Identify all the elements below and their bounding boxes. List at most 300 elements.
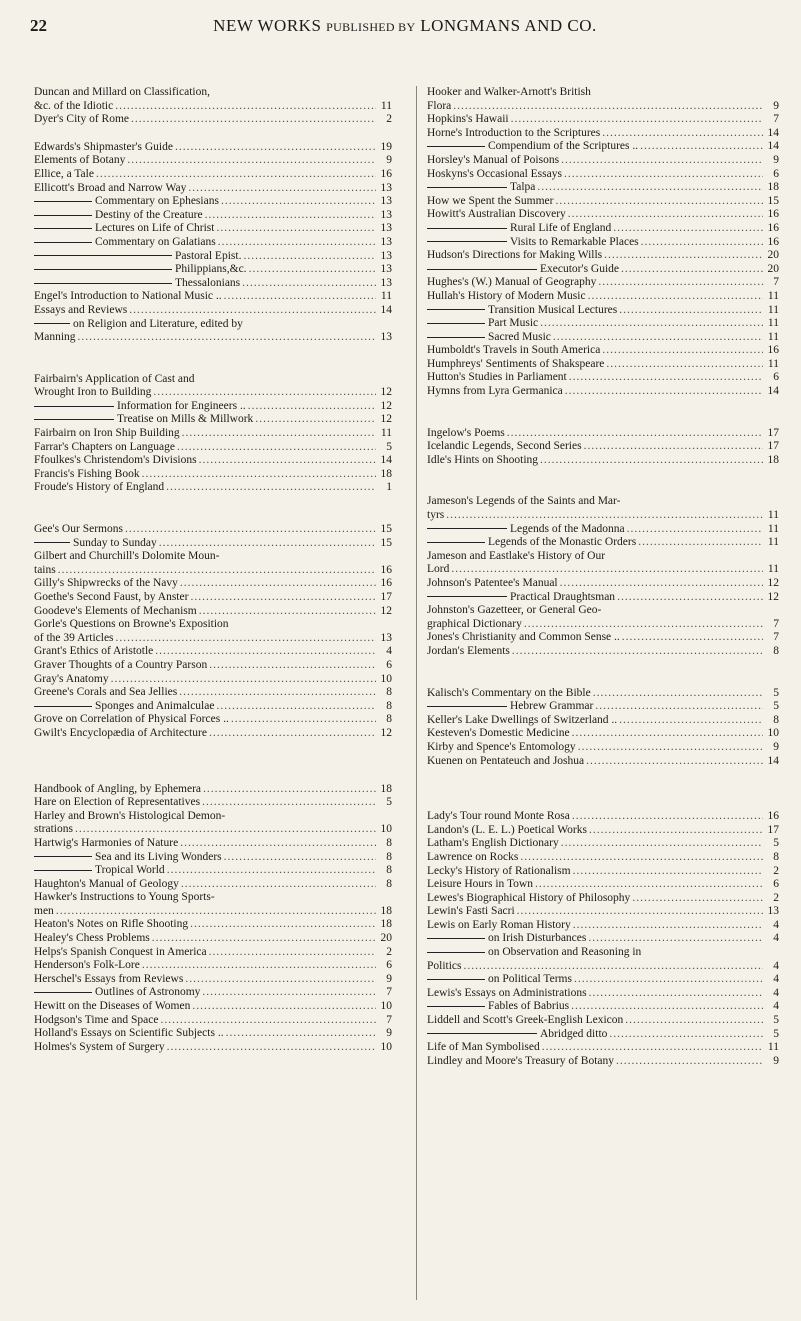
leader-dots: [166, 481, 376, 495]
entry-title: Fairbairn on Iron Ship Building: [34, 427, 180, 440]
entry-page-number: 4: [773, 986, 779, 999]
entry-page-number: 18: [380, 782, 392, 795]
catalogue-entry: [427, 973, 779, 987]
entry-gap: [34, 769, 392, 783]
catalogue-entry: [34, 195, 392, 209]
entry-title: men: [34, 904, 54, 917]
leader-dots: [617, 591, 763, 605]
leader-dots: [517, 905, 763, 919]
catalogue-entry: [427, 154, 779, 168]
catalogue-entry: [34, 632, 392, 646]
entry-page-number: 9: [773, 153, 779, 166]
catalogue-entry: [427, 946, 779, 960]
catalogue-entry: [34, 86, 392, 100]
entry-page-number: 14: [767, 126, 779, 139]
leader-dots: [640, 140, 763, 154]
entry-page-number: 8: [386, 877, 392, 890]
catalogue-entry: [34, 932, 392, 946]
catalogue-entry: [34, 141, 392, 155]
leader-dots: [192, 1000, 376, 1014]
catalogue-entry: [427, 427, 779, 441]
entry-title: Keller's Lake Dwellings of Switzerland ..: [427, 713, 618, 726]
entry-page-number: 17: [767, 426, 779, 439]
entry-title: Gilly's Shipwrecks of the Navy: [34, 577, 178, 590]
leader-dots: [221, 195, 376, 209]
running-head: [30, 16, 780, 36]
leader-dots: [638, 536, 763, 550]
entry-title: Commentary on Ephesians: [34, 195, 219, 209]
leader-dots: [621, 263, 763, 277]
leader-dots: [511, 113, 763, 127]
entry-page-number: 11: [767, 289, 779, 302]
leader-dots: [216, 222, 376, 236]
catalogue-entry: [34, 250, 392, 264]
leader-dots: [507, 427, 763, 441]
entry-page-number: 5: [386, 796, 392, 809]
entry-title: Information for Engineers ..: [34, 400, 246, 414]
catalogue-entry: [34, 851, 392, 865]
entry-title: Latham's English Dictionary: [427, 837, 559, 850]
catalogue-entry: [34, 263, 392, 277]
entry-page-number: 11: [380, 290, 392, 303]
catalogue-entry: [427, 919, 779, 933]
leader-dots: [203, 783, 376, 797]
catalogue-entry: [427, 591, 779, 605]
entry-title: Hutton's Studies in Parliament: [427, 371, 567, 384]
entry-page-number: 13: [380, 276, 392, 289]
entry-title: Gray's Anatomy: [34, 672, 109, 685]
entry-title: of the 39 Articles: [34, 631, 114, 644]
entry-page-number: 11: [380, 99, 392, 112]
leader-dots: [75, 823, 376, 837]
entry-title: Legends of the Madonna: [427, 523, 625, 537]
entry-title: Life of Man Symbolised: [427, 1041, 540, 1054]
catalogue-entry: [34, 154, 392, 168]
entry-page-number: 13: [380, 195, 392, 208]
entry-page-number: 2: [386, 113, 392, 126]
leader-dots: [574, 973, 763, 987]
entry-page-number: 4: [773, 918, 779, 931]
leader-dots: [560, 577, 763, 591]
catalogue-entry: [427, 276, 779, 290]
catalogue-entry: [427, 236, 779, 250]
entry-title: Elements of Botany: [34, 154, 126, 167]
entry-title: How we Spent the Summer: [427, 194, 554, 207]
entry-title: Politics: [427, 959, 462, 972]
catalogue-entry: [34, 891, 392, 905]
entry-title: Francis's Fishing Book: [34, 467, 140, 480]
entry-title: tains: [34, 563, 56, 576]
entry-title: Talpa: [427, 181, 535, 195]
entry-page-number: 11: [767, 357, 779, 370]
leader-dots: [129, 304, 376, 318]
leader-dots: [190, 918, 376, 932]
entry-page-number: 13: [380, 208, 392, 221]
entry-page-number: 7: [386, 1013, 392, 1026]
leader-dots: [604, 249, 763, 263]
catalogue-entry: [34, 304, 392, 318]
entry-title: Hooker and Walker-Arnott's British: [427, 86, 591, 98]
leader-dots: [602, 344, 763, 358]
catalogue-entry: [34, 386, 392, 400]
entry-gap: [34, 359, 392, 373]
entry-page-number: 6: [386, 959, 392, 972]
entry-page-number: 8: [386, 864, 392, 877]
catalogue-entry: [34, 973, 392, 987]
entry-page-number: 11: [767, 509, 779, 522]
leader-dots: [619, 714, 763, 728]
entry-page-number: 11: [767, 303, 779, 316]
catalogue-entry: [34, 441, 392, 455]
entry-gap: [427, 782, 779, 796]
entry-title: Hodgson's Time and Space: [34, 1013, 159, 1026]
entry-title: Sacred Music: [427, 331, 551, 345]
entry-page-number: 9: [773, 1054, 779, 1067]
entry-title: Destiny of the Creature: [34, 209, 203, 223]
entry-title: Hudson's Directions for Making Wills: [427, 249, 603, 262]
entry-page-number: 12: [767, 590, 779, 603]
catalogue-entry: [34, 605, 392, 619]
leader-dots: [561, 837, 763, 851]
entry-page-number: 8: [386, 699, 392, 712]
entry-page-number: 8: [386, 836, 392, 849]
leader-dots: [586, 755, 763, 769]
catalogue-entry: [34, 277, 392, 291]
entry-page-number: 7: [386, 986, 392, 999]
entry-title: Hullah's History of Modern Music: [427, 289, 586, 302]
catalogue-entry: [427, 113, 779, 127]
leader-dots: [58, 564, 376, 578]
catalogue-entry: [34, 290, 392, 304]
catalogue-entry: [34, 209, 392, 223]
leader-dots: [589, 824, 763, 838]
entry-page-number: 18: [767, 453, 779, 466]
leader-dots: [199, 605, 376, 619]
leader-dots: [182, 427, 376, 441]
entry-page-number: 10: [767, 727, 779, 740]
entry-title: Sponges and Animalculae: [34, 700, 214, 714]
catalogue-entry: [34, 796, 392, 810]
entry-title: Sunday to Sunday: [34, 537, 157, 551]
catalogue-entry: [427, 550, 779, 564]
entry-title: Ingelow's Poems: [427, 426, 505, 439]
leader-dots: [602, 127, 763, 141]
catalogue-entry: [427, 631, 779, 645]
entry-page-number: 13: [380, 181, 392, 194]
entry-page-number: 6: [773, 878, 779, 891]
catalogue-entry: [427, 385, 779, 399]
entry-title: Icelandic Legends, Second Series: [427, 440, 582, 453]
catalogue-entry: [34, 673, 392, 687]
entry-title: Flora: [427, 99, 452, 112]
leader-dots: [540, 317, 763, 331]
leader-dots: [632, 892, 763, 906]
entry-title: Farrar's Chapters on Language: [34, 440, 175, 453]
entry-title: Wrought Iron to Building: [34, 386, 152, 399]
leader-dots: [224, 290, 376, 304]
entry-page-number: 4: [773, 973, 779, 986]
entry-title: Harley and Brown's Histological Demon-: [34, 809, 226, 822]
entry-title: Lewis's Essays on Administrations: [427, 986, 587, 999]
leader-dots: [584, 440, 763, 454]
entry-page-number: 8: [773, 850, 779, 863]
entry-page-number: 13: [380, 331, 392, 344]
catalogue-entry: [427, 618, 779, 632]
catalogue-entry: [34, 864, 392, 878]
leader-dots: [181, 878, 376, 892]
entry-page-number: 2: [773, 891, 779, 904]
catalogue-entry: [427, 645, 779, 659]
entry-title: Pastoral Epist.: [34, 250, 241, 264]
entry-page-number: 4: [773, 959, 779, 972]
entry-title: Legends of the Monastic Orders: [427, 536, 636, 550]
entry-page-number: 16: [767, 235, 779, 248]
entry-title: tyrs: [427, 509, 445, 522]
entry-title: Froude's History of England: [34, 481, 165, 494]
entry-title: Lawrence on Rocks: [427, 850, 519, 863]
leader-dots: [622, 631, 763, 645]
leader-dots: [242, 277, 376, 291]
leader-dots: [218, 236, 376, 250]
entry-page-number: 12: [380, 413, 392, 426]
entry-page-number: 14: [767, 754, 779, 767]
entry-page-number: 17: [767, 440, 779, 453]
catalogue-entry: [34, 236, 392, 250]
entry-title: Rural Life of England: [427, 222, 611, 236]
catalogue-entry: [427, 168, 779, 182]
entry-title: &c. of the Idiotic: [34, 99, 114, 112]
leader-dots: [564, 168, 763, 182]
catalogue-entry: [427, 1014, 779, 1028]
entry-title: Humphreys' Sentiments of Shakspeare: [427, 357, 605, 370]
leader-dots: [179, 686, 376, 700]
catalogue-entry: [427, 577, 779, 591]
catalogue-entry: [427, 290, 779, 304]
catalogue-entry: [427, 140, 779, 154]
catalogue-entry: [427, 509, 779, 523]
entry-page-number: 18: [767, 181, 779, 194]
entry-title: Gorle's Questions on Browne's Exposition: [34, 618, 229, 631]
leader-dots: [512, 645, 763, 659]
leader-dots: [453, 100, 763, 114]
entry-title: Engel's Introduction to National Music ..: [34, 290, 222, 303]
leader-dots: [248, 400, 376, 414]
leader-dots: [185, 973, 376, 987]
entry-page-number: 15: [767, 194, 779, 207]
entry-title: Hewitt on the Diseases of Women: [34, 1000, 191, 1013]
running-head-main: NEW WORKS: [213, 16, 322, 35]
entry-title: Heaton's Notes on Rifle Shooting: [34, 918, 189, 931]
entry-title: Haughton's Manual of Geology: [34, 877, 179, 890]
leader-dots: [598, 276, 763, 290]
catalogue-entry: [427, 440, 779, 454]
catalogue-entry: [34, 645, 392, 659]
entry-title: Sea and its Living Wonders: [34, 851, 222, 865]
catalogue-entry: [427, 960, 779, 974]
leader-dots: [202, 796, 376, 810]
catalogue-entry: [427, 892, 779, 906]
leader-dots: [555, 195, 763, 209]
entry-page-number: 5: [773, 1014, 779, 1027]
leader-dots: [167, 864, 376, 878]
entry-page-number: 20: [767, 249, 779, 262]
entry-title: Thessalonians: [34, 277, 240, 291]
entry-gap: [427, 467, 779, 481]
entry-title: on Political Terms: [427, 973, 572, 987]
catalogue-entry: [34, 959, 392, 973]
entry-title: Horne's Introduction to the Scriptures: [427, 126, 601, 139]
entry-gap: [34, 495, 392, 509]
entry-page-number: 8: [386, 850, 392, 863]
entry-title: Jameson's Legends of the Saints and Mar-: [427, 495, 621, 508]
entry-gap: [427, 413, 779, 427]
leader-dots: [111, 673, 376, 687]
leader-dots: [593, 687, 763, 701]
entry-page-number: 9: [773, 99, 779, 112]
entry-title: Jameson and Eastlake's History of Our: [427, 549, 606, 562]
entry-page-number: 10: [380, 1000, 392, 1013]
entry-title: Idle's Hints on Shooting: [427, 453, 539, 466]
entry-title: Transition Musical Lectures: [427, 304, 617, 318]
leader-dots: [565, 385, 763, 399]
catalogue-entry: [34, 837, 392, 851]
entry-title: Humboldt's Travels in South America: [427, 344, 601, 357]
leader-dots: [609, 1028, 763, 1042]
entry-page-number: 14: [767, 385, 779, 398]
catalogue-entry: [34, 427, 392, 441]
catalogue-entry: [34, 373, 392, 387]
leader-dots: [202, 986, 376, 1000]
catalogue-entry: [427, 755, 779, 769]
entry-page-number: 13: [767, 905, 779, 918]
catalogue-entry: [427, 700, 779, 714]
entry-title: Goodeve's Elements of Mechanism: [34, 604, 197, 617]
entry-title: Ffoulkes's Christendom's Divisions: [34, 454, 197, 467]
entry-title: Philippians,&c.: [34, 263, 247, 277]
entry-title: Grant's Ethics of Aristotle: [34, 645, 154, 658]
catalogue-entry: [427, 851, 779, 865]
entry-page-number: 13: [380, 631, 392, 644]
catalogue-entry: [427, 208, 779, 222]
entry-page-number: 8: [773, 644, 779, 657]
entry-page-number: 13: [380, 222, 392, 235]
leader-dots: [78, 331, 376, 345]
entry-gap: [34, 345, 392, 359]
entry-title: Hare on Election of Representatives: [34, 796, 201, 809]
entry-title: Hymns from Lyra Germanica: [427, 385, 563, 398]
entry-title: Jordan's Elements: [427, 644, 510, 657]
entry-title: Hartwig's Harmonies of Nature: [34, 836, 179, 849]
leader-dots: [243, 250, 376, 264]
entry-page-number: 4: [386, 645, 392, 658]
leader-dots: [464, 960, 763, 974]
running-head-end: LONGMANS AND CO.: [420, 16, 597, 35]
leader-dots: [571, 1000, 763, 1014]
entry-page-number: 16: [380, 563, 392, 576]
leader-dots: [96, 168, 376, 182]
catalogue-entry: [34, 823, 392, 837]
entry-page-number: 1: [386, 481, 392, 494]
entry-title: Fairbairn's Application of Cast and: [34, 372, 195, 385]
entry-page-number: 16: [767, 344, 779, 357]
leader-dots: [616, 1055, 763, 1069]
leader-dots: [542, 1041, 763, 1055]
entry-title: on Religion and Literature, edited by: [34, 318, 243, 332]
leader-dots: [155, 645, 376, 659]
catalogue-entry: [427, 824, 779, 838]
catalogue-entry: [34, 1000, 392, 1014]
entry-page-number: 2: [386, 945, 392, 958]
catalogue-entry: [427, 523, 779, 537]
leader-dots: [613, 222, 763, 236]
catalogue-entry: [34, 1027, 392, 1041]
leader-dots: [56, 905, 376, 919]
catalogue-entry: [34, 454, 392, 468]
catalogue-entry: [34, 564, 392, 578]
entry-page-number: 16: [380, 577, 392, 590]
entry-page-number: 11: [767, 536, 779, 549]
leader-dots: [572, 727, 763, 741]
entry-page-number: 5: [773, 686, 779, 699]
entry-title: Helps's Spanish Conquest in America: [34, 945, 207, 958]
leader-dots: [625, 1014, 763, 1028]
entry-title: Edwards's Shipmaster's Guide: [34, 140, 173, 153]
leader-dots: [606, 358, 763, 372]
catalogue-entry: [427, 195, 779, 209]
entry-title: Goethe's Second Faust, by Anster: [34, 591, 189, 603]
running-head-small: PUBLISHED BY: [326, 20, 416, 34]
entry-page-number: 12: [380, 604, 392, 617]
entry-title: Graver Thoughts of a Country Parson: [34, 658, 208, 671]
catalogue-entry: [34, 523, 392, 537]
catalogue-entry: [427, 987, 779, 1001]
entry-title: Landon's (L. E. L.) Poetical Works: [427, 823, 587, 836]
catalogue-entry: [427, 495, 779, 509]
leader-dots: [142, 468, 376, 482]
catalogue-entry: [427, 371, 779, 385]
left-column: [34, 86, 392, 1054]
leader-dots: [568, 208, 763, 222]
entry-title: Gee's Our Sermons: [34, 523, 123, 536]
entry-page-number: 18: [380, 467, 392, 480]
catalogue-entry: [34, 727, 392, 741]
catalogue-entry: [34, 878, 392, 892]
entry-page-number: 6: [386, 658, 392, 671]
entry-title: Greene's Corals and Sea Jellies: [34, 686, 178, 699]
entry-page-number: 16: [767, 221, 779, 234]
catalogue-entry: [34, 905, 392, 919]
entry-title: on Observation and Reasoning in: [427, 946, 641, 960]
catalogue-entry: [427, 563, 779, 577]
entry-page-number: 15: [380, 536, 392, 549]
entry-gap: [427, 796, 779, 810]
catalogue-entry: [427, 127, 779, 141]
entry-page-number: 6: [773, 371, 779, 384]
entry-gap: [427, 659, 779, 673]
leader-dots: [224, 851, 376, 865]
entry-page-number: 20: [767, 262, 779, 275]
catalogue-entry: [34, 918, 392, 932]
leader-dots: [578, 741, 763, 755]
leader-dots: [125, 523, 376, 537]
leader-dots: [199, 454, 376, 468]
entry-page-number: 16: [767, 810, 779, 823]
entry-title: Hoskyns's Occasional Essays: [427, 167, 562, 180]
entry-title: Ellice, a Tale: [34, 167, 94, 180]
catalogue-entry: [34, 1041, 392, 1055]
entry-gap: [427, 673, 779, 687]
leader-dots: [451, 563, 763, 577]
